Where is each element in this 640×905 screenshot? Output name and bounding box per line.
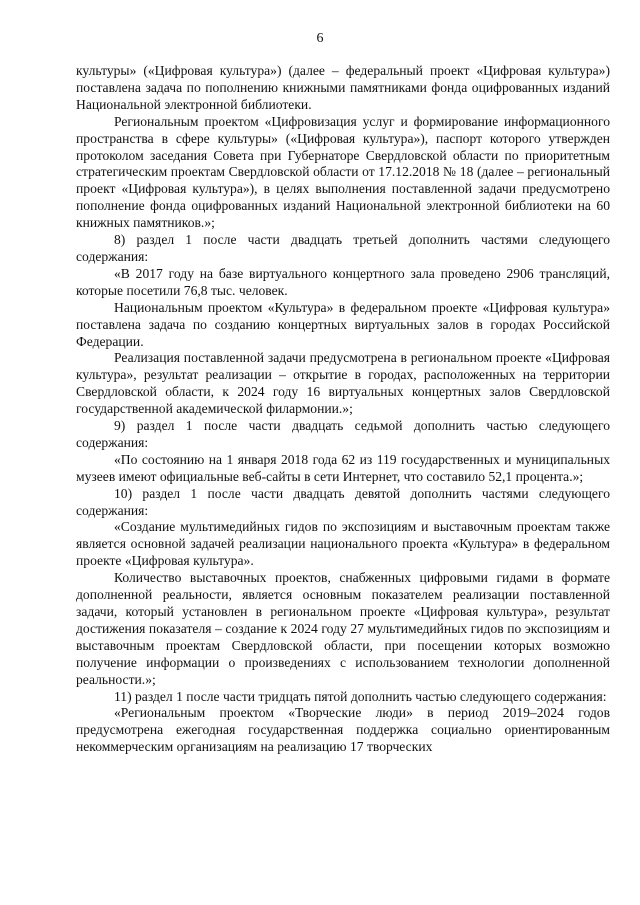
- paragraph-item-11: 11) раздел 1 после части тридцать пятой дополнить частью следующего содержания:: [114, 688, 607, 704]
- paragraph-item-10: 10) раздел 1 после части двадцать девятой дополнить частями следующего содержания:: [76, 485, 610, 518]
- paragraph-virtual-hall-2017: «В 2017 году на базе виртуального концертного зала проведено 2906 трансляций, которые посетили 76,8 тыс. человек.: [76, 265, 610, 298]
- paragraph-item-8: 8) раздел 1 после части двадцать третьей дополнить частями следующего содержания:: [76, 232, 610, 264]
- paragraph-regional-project: Региональным проектом «Цифровизация услуг и формирование информационного пространства в сфере культуры» («Цифровая культура»), паспорт которого утвержден протоколом заседания Совета при Губернаторе Свердловской области по приоритетным стратегическим проектам Свердловской области от 17.12.2018 № 18 (далее – региональный проект «Цифровая культура»), в целях выполнения поставленной задачи предусмотрено пополнение фонда оцифрованных изданий Национальной электронной библиотеки на 60 книжных памятников.»;: [76, 113, 610, 231]
- paragraph-exhibition-projects: Количество выставочных проектов, снабженных цифровыми гидами в формате дополненной реальности, является основным показателем реализации поставленной задачи, который установлен в региональном проекте «Цифровая культура», результат достижения показателя – создание к 2024 году 27 мультимедийных гидов по экспозициям и выставочным проектам Свердловской области, при посещении которых возможно получение информации о произведениях с использованием технологии дополненной реальности.»;: [76, 570, 610, 687]
- paragraph-national-project: Национальным проектом «Культура» в федеральном проекте «Цифровая культура» поставлена задача по созданию концертных виртуальных залов в городах Российской Федерации.: [76, 299, 610, 349]
- paragraph-multimedia-guides: «Создание мультимедийных гидов по экспозициям и выставочным проектам также является основной задачей реализации национального проекта «Культура» в федеральном проекте «Цифровая культура».: [76, 519, 610, 569]
- paragraph-item-9: 9) раздел 1 после части двадцать седьмой дополнить частью следующего содержания:: [76, 418, 610, 450]
- paragraph-creative-people: «Региональным проектом «Творческие люди» в период 2019–2024 годов предусмотрена ежегодная государственная поддержка социально ориентированным некоммерческим организациям на реализацию 17 творческих: [76, 705, 610, 755]
- page-number: 6: [316, 31, 324, 46]
- paragraph-continuation: культуры» («Цифровая культура») (далее – федеральный проект «Цифровая культура») поставлена задача по пополнению книжными памятниками фонда оцифрованных изданий Национальной электронной библиотеки.: [76, 63, 610, 112]
- paragraph-implementation: Реализация поставленной задачи предусмотрена в региональном проекте «Цифровая культура», результат реализации – открытие в городах, расположенных на территории Свердловской области, к 2024 году 16 виртуальных концертных залов Свердловской государственной академической филармонии.»;: [76, 350, 610, 417]
- document-body: [76, 63, 610, 756]
- paragraph-museums: «По состоянию на 1 января 2018 года 62 из 119 государственных и муниципальных музеев имеют официальные веб-сайты в сети Интернет, что составило 52,1 процента.»;: [76, 451, 610, 484]
